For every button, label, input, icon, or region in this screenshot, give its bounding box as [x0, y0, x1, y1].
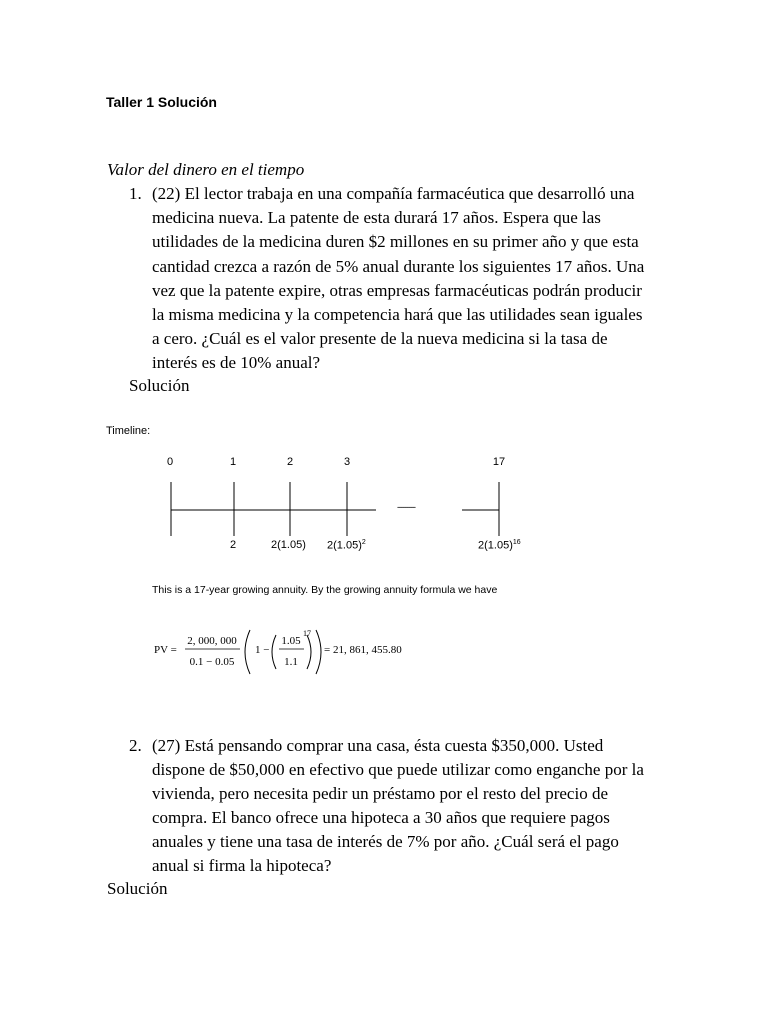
- question-2-solution-label: Solución: [107, 879, 168, 898]
- timeline-cash-flow: 2: [230, 539, 237, 551]
- timeline-period-label: 3: [343, 456, 351, 468]
- question-1-line: la misma medicina y la competencia hará que las utilidades sean iguales: [152, 305, 643, 324]
- timeline-ellipsis: ---------: [397, 502, 415, 512]
- timeline-label: Timeline:: [106, 425, 151, 437]
- timeline-period-label: 1: [229, 456, 237, 468]
- timeline-cash-flow: $2(1.05)^2$: [327, 539, 366, 552]
- formula-inner-denominator: 1.1: [284, 656, 298, 668]
- question-2-number: 2.: [129, 736, 142, 755]
- question-1-solution-label: Solución: [129, 376, 190, 395]
- question-1-line: interés es de 10% anual?: [152, 353, 321, 372]
- formula-denominator: 0.1 − 0.05: [189, 656, 235, 668]
- formula-inner-right-paren: [307, 635, 311, 669]
- formula-one-minus: 1 −: [255, 644, 270, 656]
- formula-numerator: 2, 000, 000: [187, 635, 237, 647]
- question-1-line: (22) El lector trabaja en una compañía farmacéutica que desarrolló una: [152, 184, 635, 203]
- question-1-line: utilidades de la medicina duren $2 millones en su primer año y que esta: [152, 232, 639, 251]
- question-2-line: vivienda, pero necesita pedir un préstamo por el resto del precio de: [152, 784, 608, 803]
- timeline-period-label: 0: [166, 456, 174, 468]
- timeline-cash-flow: 2(1.05): [271, 539, 306, 551]
- formula-inner-left-paren: [272, 635, 276, 669]
- timeline-period-label: 17: [492, 456, 506, 468]
- annuity-note: This is a 17-year growing annuity. By the growing annuity formula we have: [152, 584, 498, 596]
- formula-result: = 21, 861, 455.80: [324, 644, 402, 656]
- question-2-line: (27) Está pensando comprar una casa, ésta cuesta $350,000. Usted: [152, 736, 604, 755]
- formula-outer-right-paren: [316, 630, 321, 674]
- formula-lhs: PV =: [154, 644, 177, 656]
- formula-inner-numerator: 1.05: [281, 635, 301, 647]
- question-1-line: vez que la patente expire, otras empresas farmacéuticas podrán producir: [152, 281, 642, 300]
- question-2-line: compra. El banco ofrece una hipoteca a 30 años que requiere pagos: [152, 808, 610, 827]
- question-1-number: 1.: [129, 184, 142, 203]
- section-heading: Valor del dinero en el tiempo: [107, 160, 305, 179]
- question-2-line: anuales y tiene una tasa de interés de 7% por año. ¿Cuál será el pago: [152, 832, 619, 851]
- question-1-line: cantidad crezca a razón de 5% anual durante los siguientes 17 años. Una: [152, 257, 645, 276]
- question-1-line: medicina nueva. La patente de esta durará 17 años. Espera que las: [152, 208, 601, 227]
- question-2-line: dispone de $50,000 en efectivo que puede utilizar como enganche por la: [152, 760, 644, 779]
- question-1-line: a cero. ¿Cuál es el valor presente de la nueva medicina si la tasa de: [152, 329, 608, 348]
- timeline-cash-flow: $2(1.05)^{16}$: [478, 539, 521, 552]
- question-2-line: anual si firma la hipoteca?: [152, 856, 332, 875]
- timeline-period-label: 2: [286, 456, 294, 468]
- pv-formula: [150, 622, 450, 682]
- formula-outer-left-paren: [245, 630, 250, 674]
- formula-exponent: 17: [303, 629, 311, 638]
- document-title: Taller 1 Solución: [106, 94, 217, 110]
